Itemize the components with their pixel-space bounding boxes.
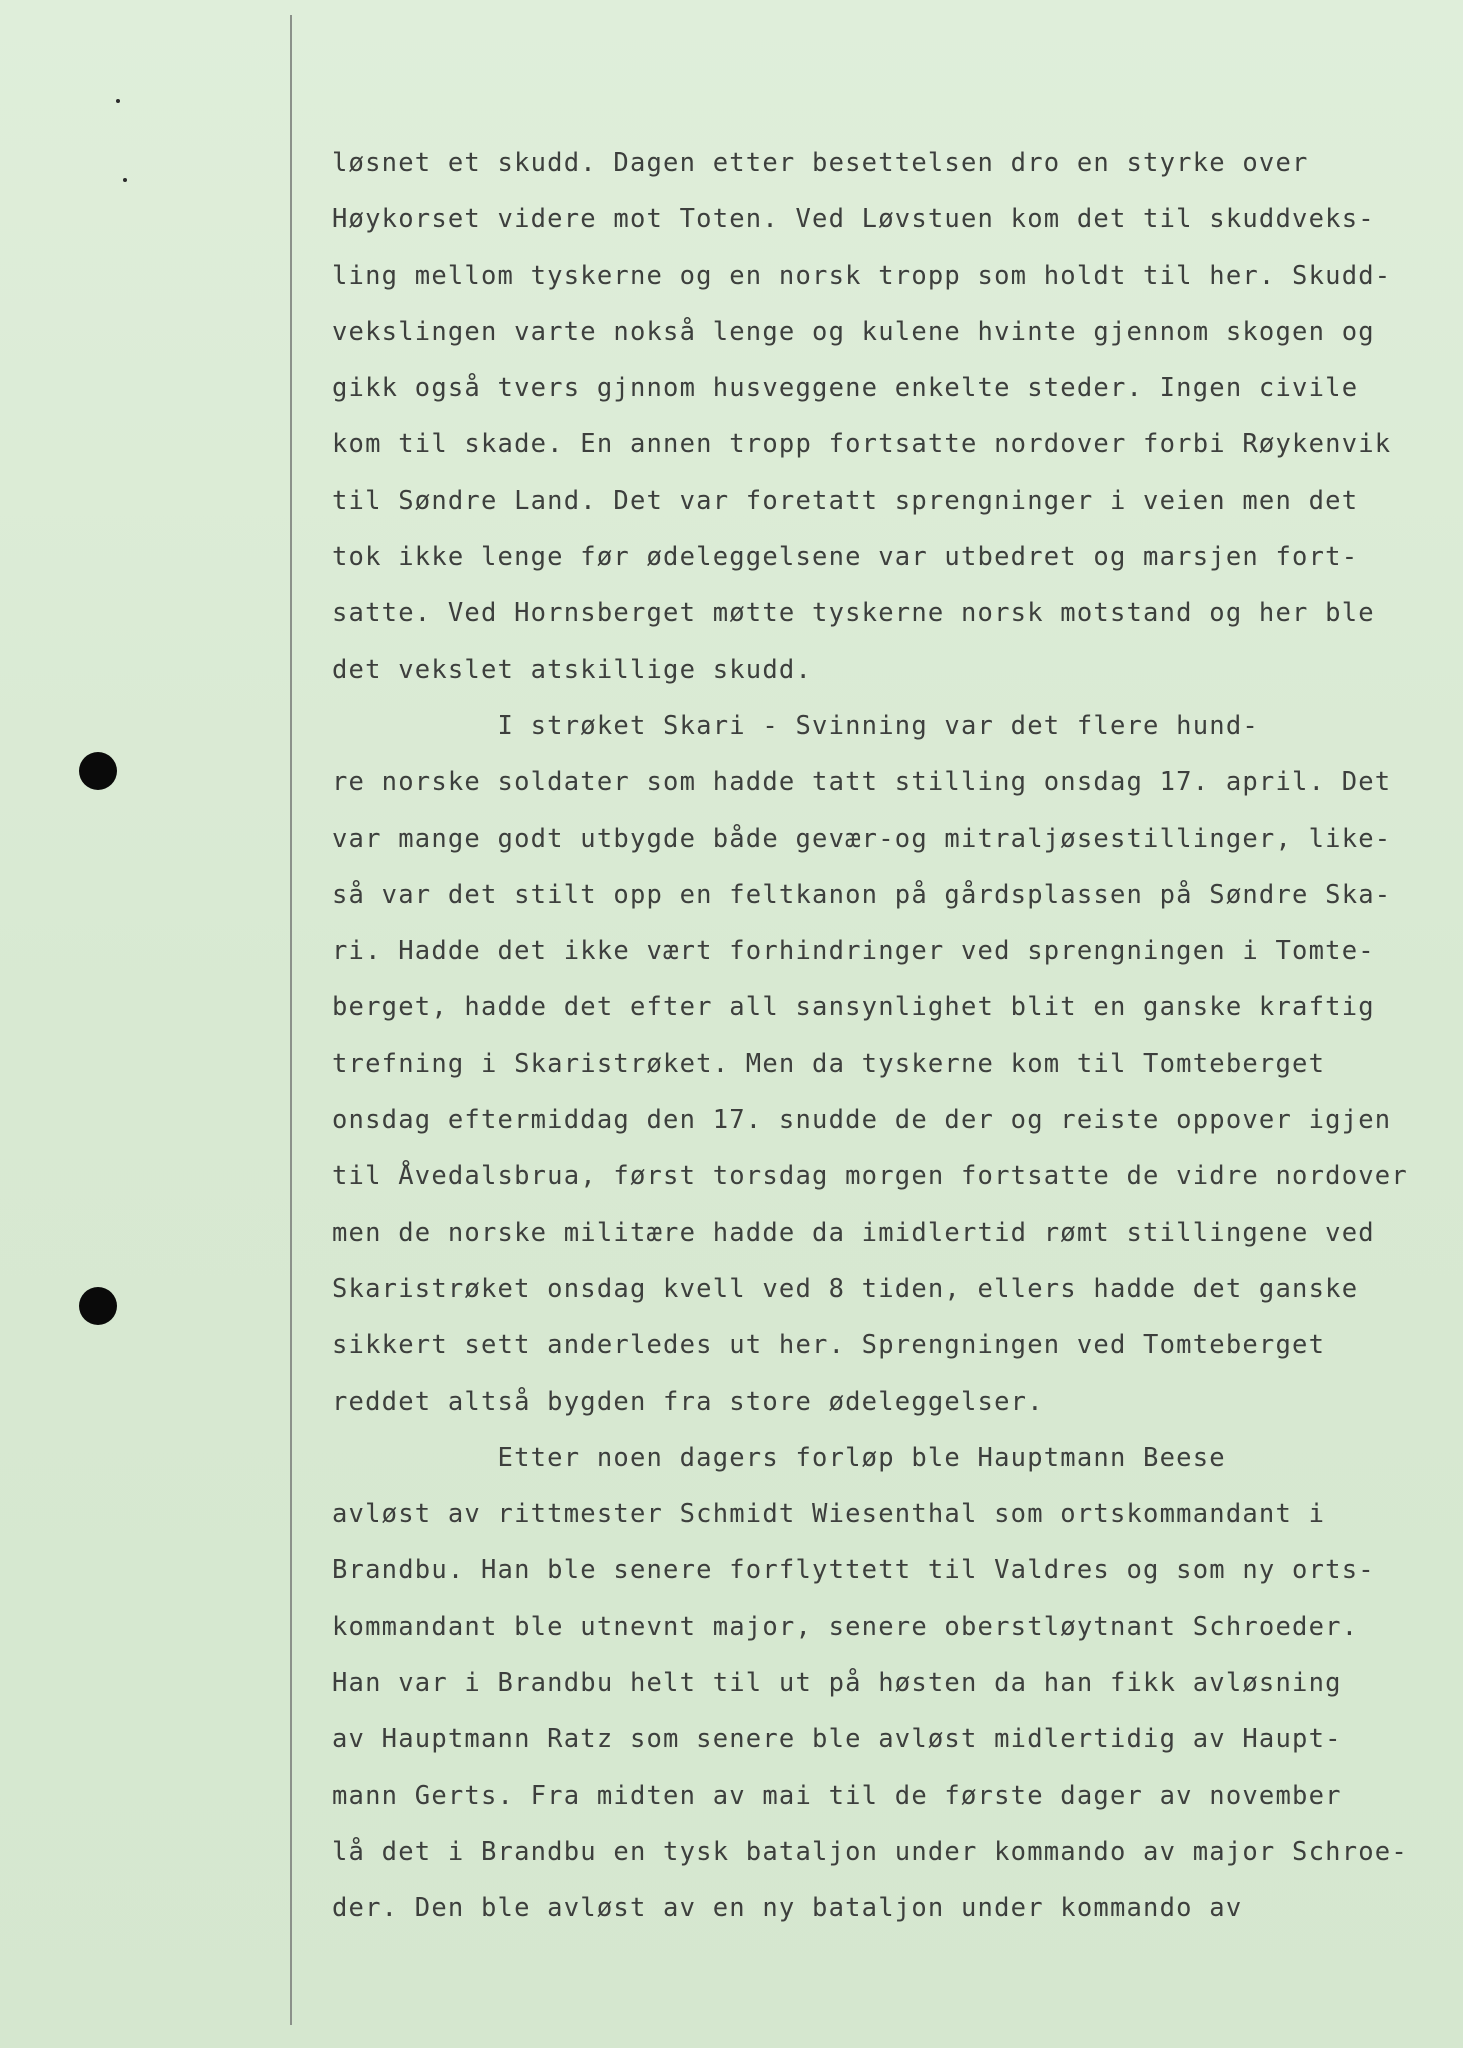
text-line: ling mellom tyskerne og en norsk tropp som holdt til her. Skudd- (332, 260, 1392, 291)
text-line: berget, hadde det efter all sansynlighet blit en ganske kraftig (332, 992, 1375, 1023)
text-line: satte. Ved Hornsberget møtte tyskerne norsk motstand og her ble (332, 598, 1375, 629)
text-line: sikkert sett anderledes ut her. Sprengningen ved Tomteberget (332, 1330, 1326, 1361)
text-line: trefning i Skaristrøket. Men da tyskerne kom til Tomteberget (332, 1048, 1326, 1079)
text-line: Brandbu. Han ble senere forflyttett til Valdres og som ny orts- (332, 1555, 1375, 1586)
text-line: kom til skade. En annen tropp fortsatte nordover forbi Røykenvik (332, 429, 1392, 460)
text-line: kommandant ble utnevnt major, senere oberstløytnant Schroeder. (332, 1611, 1359, 1642)
typed-text-block (332, 135, 1442, 1937)
text-line: Han var i Brandbu helt til ut på høsten da han fikk avløsning (332, 1668, 1342, 1699)
text-line: var mange godt utbygde både gevær-og mitraljøsestillinger, like- (332, 823, 1392, 854)
text-line: ri. Hadde det ikke vært forhindringer ved sprengningen i Tomte- (332, 936, 1375, 967)
text-line: reddet altså bygden fra store ødeleggelser. (332, 1386, 1044, 1417)
ink-speck (123, 178, 127, 182)
text-line: løsnet et skudd. Dagen etter besettelsen dro en styrke over (332, 148, 1309, 178)
text-line: avløst av rittmester Schmidt Wiesenthal som ortskommandant i (332, 1499, 1326, 1530)
text-line: Skaristrøket onsdag kvell ved 8 tiden, ellers hadde det ganske (332, 1273, 1359, 1304)
text-line: re norske soldater som hadde tatt stilling onsdag 17. april. Det (332, 767, 1392, 798)
punch-hole (79, 1287, 117, 1325)
text-line: til Åvedalsbrua, først torsdag morgen fortsatte de vidre nordover (332, 1161, 1408, 1192)
punch-hole (79, 752, 117, 790)
text-line: onsdag eftermiddag den 17. snudde de der og reiste oppover igjen (332, 1105, 1392, 1136)
text-line: Høykorset videre mot Toten. Ved Løvstuen kom det til skuddveks- (332, 204, 1375, 235)
text-line: lå det i Brandbu en tysk bataljon under kommando av major Schroe- (332, 1836, 1408, 1867)
text-line: så var det stilt opp en feltkanon på gårdsplassen på Søndre Ska- (332, 879, 1392, 910)
ink-speck (116, 99, 120, 103)
text-line: Etter noen dagers forløp ble Hauptmann Beese (332, 1442, 1226, 1473)
text-line: vekslingen varte nokså lenge og kulene hvinte gjennom skogen og (332, 316, 1375, 347)
text-line: det vekslet atskillige skudd. (332, 654, 813, 685)
text-line: av Hauptmann Ratz som senere ble avløst midlertidig av Haupt- (332, 1724, 1342, 1755)
text-line: mann Gerts. Fra midten av mai til de første dager av november (332, 1780, 1342, 1811)
margin-rule (290, 15, 292, 2025)
text-line: der. Den ble avløst av en ny bataljon under kommando av (332, 1893, 1243, 1924)
text-line: men de norske militære hadde da imidlertid rømt stillingene ved (332, 1217, 1375, 1248)
text-line: til Søndre Land. Det var foretatt sprengninger i veien men det (332, 485, 1359, 516)
text-line: tok ikke lenge før ødeleggelsene var utbedret og marsjen fort- (332, 542, 1359, 573)
text-line: I strøket Skari - Svinning var det flere hund- (332, 710, 1259, 741)
text-line: gikk også tvers gjnnom husveggene enkelte steder. Ingen civile (332, 373, 1359, 404)
